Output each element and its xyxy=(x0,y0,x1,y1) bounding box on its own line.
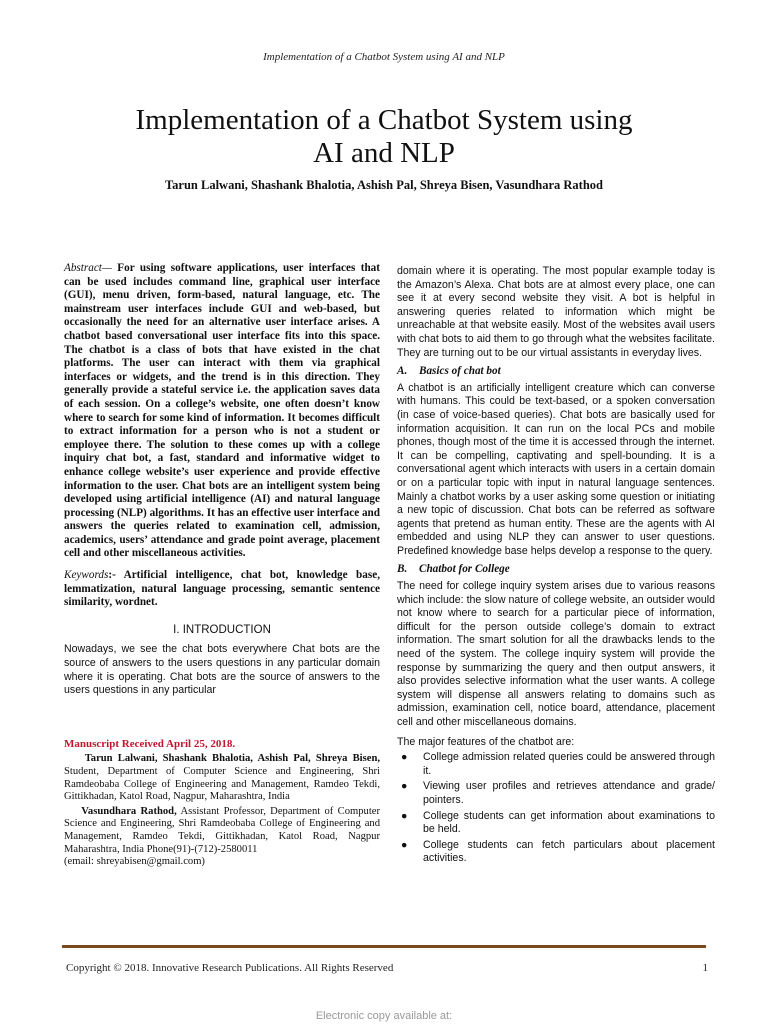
list-item xyxy=(397,751,715,778)
subsection-heading-a xyxy=(397,365,715,379)
feature-text: College students can fetch particulars about placement activities. xyxy=(423,838,715,865)
feature-text: College students can get information about examinations to be held. xyxy=(423,809,715,836)
list-item xyxy=(397,839,715,866)
list-item xyxy=(397,810,715,837)
electronic-copy-note: Electronic copy available at: xyxy=(315,1010,453,1022)
left-column xyxy=(64,262,380,869)
subsection-a-letter: A. xyxy=(397,365,408,378)
affiliation-professor-text: Assistant Professor, Department of Computer Science and Engineering, Shri Ramdeobaba College of Engineering and Management, Ramdeo Tekdi, Gittikhadan, Katol Road, Nagpur Maharashtra, India Phone(91)-(712)-2580011 xyxy=(64,805,380,855)
feature-text: Viewing user profiles and retrieves attendance and grade/ pointers. xyxy=(423,780,715,806)
feature-list xyxy=(397,751,715,866)
abstract xyxy=(64,262,380,561)
list-item xyxy=(397,780,715,807)
bullet-icon: ● xyxy=(401,809,408,822)
affiliation-students xyxy=(64,753,380,803)
section-heading-introduction: I. INTRODUCTION xyxy=(173,623,271,636)
footer xyxy=(66,958,708,974)
title-line-2: AI and NLP xyxy=(313,137,455,169)
abstract-text: For using software applications, user interfaces that can be used includes command line, graphical user interface (GUI), menu driven, form-based, natural language, etc. The mainstream user interfaces include GUI and web-based, but occasionally the need for an alternative user interface arises. A chatbot based conversational user interface fits into this space. The chatbot is a class of bots that have existed in the chat platforms. The user can interact with them via graphical interfaces or widgets, and the trend is in this direction. They generally provide a stateful service i.e. the application saves data of each session. On a college’s website, one often doesn’t know where to search for some kind of information. It becomes difficult to extract information for a person who is not a student or employee there. The solution to these comes up with a college inquiry chat bot, a fast, standard and informative widget to enhance college website’s user experience and provide effective information to the user. Chat bots are an intelligent system being developed using artificial intelligence (AI) and natural language processing (NLP) algorithms. It has an effective user interface and answers the queries related to examination cell, admission, academics, users’ attendance and grade point average, placement cell and other miscellaneous activities. xyxy=(64,262,380,560)
manuscript-received: Manuscript Received April 25, 2018. xyxy=(64,737,236,750)
subsection-a-title: Basics of chat bot xyxy=(419,365,501,378)
feature-text: College admission related queries could be answered through it. xyxy=(423,751,715,777)
bullet-icon: ● xyxy=(401,751,408,764)
features-intro: The major features of the chatbot are: xyxy=(397,735,575,748)
keywords xyxy=(64,569,380,610)
running-head: Implementation of a Chatbot System using AI and NLP xyxy=(263,51,505,63)
manuscript-footnote xyxy=(64,738,380,869)
keywords-text: :- Artificial intelligence, chat bot, knowledge base, lemmatization, natural language processing, semantic sentence similarity, wordnet. xyxy=(64,569,380,609)
subsection-a-paragraph: A chatbot is an artificially intelligent creature which can converse with humans. This could be text-based, or a spoken conversation (in case of voice-based queries). Chat bots are basically used for information acquisition. It can run on the local PCs and mobile phones, though most of the time it is accessed through the internet. It can be compelling, captivating and spell-bounding. It is a conversational agent which interacts with users in a certain domain or on a particular topic with input in natural language sentences. Mainly a chatbot works by a user asking some question or initiating a new topic of discussion. Chat bots can be referred as software agents that pretend as human entity. These are the agents with AI embedded and using NLP they can answer to user questions. Predefined knowledge base helps develop a response to the query. xyxy=(397,381,715,557)
affiliation-student-text: Student, Department of Computer Science and Engineering, Shri Ramdeobaba College of Engineering and Management, Ramdeo Tekdi, Gittikhadan, Katol Road, Nagpur, Maharashtra, India xyxy=(64,766,380,803)
right-column xyxy=(397,265,715,868)
contact-email: (email: shreyabisen@gmail.com) xyxy=(64,856,205,868)
subsection-heading-b xyxy=(397,563,715,577)
affiliation-professor-name: Vasundhara Rathod, xyxy=(81,805,177,817)
page-number: 1 xyxy=(702,962,708,974)
subsection-b-title: Chatbot for College xyxy=(419,563,510,576)
footer-divider xyxy=(62,945,706,948)
bullet-icon: ● xyxy=(401,838,408,851)
subsection-b-letter: B. xyxy=(397,563,408,576)
affiliation-student-names: Tarun Lalwani, Shashank Bhalotia, Ashish Pal, Shreya Bisen, xyxy=(84,753,380,765)
intro-paragraph: Nowadays, we see the chat bots everywhere Chat bots are the source of answers to the users questions in any particular domain where it is operating. Chat bots are the source of answers to the users questions in any particular xyxy=(64,643,380,697)
author-list: Tarun Lalwani, Shashank Bhalotia, Ashish Pal, Shreya Bisen, Vasundhara Rathod xyxy=(164,178,604,192)
affiliation-professor xyxy=(64,806,380,856)
bullet-icon: ● xyxy=(401,780,408,793)
paper-title xyxy=(60,104,708,170)
abstract-lead: Abstract— xyxy=(64,262,112,274)
footer-copyright: Copyright © 2018. Innovative Research Publications. All Rights Reserved xyxy=(66,962,394,974)
keywords-lead: Keywords xyxy=(64,569,109,582)
subsection-b-paragraph: The need for college inquiry system arises due to various reasons which include: the slow nature of college website, an outsider would not know where to search for a particular piece of information, difficult for the person outside college’s domain to extract information. The smart solution for all the drawbacks lends to the need of the system. The college inquiry system will provide the response by summarizing the query and then output answers, it also provides selective information what the user wants. A college system will dispense all answers relating to domains such as admission, examination cell, notice board, attendance, placement cell and other miscellaneous domains. xyxy=(397,580,715,728)
title-line-1: Implementation of a Chatbot System using xyxy=(135,104,633,136)
intro-continuation: domain where it is operating. The most popular example today is the Amazon’s Alexa. Chat bots are at almost every place, one can see it at every second website they visit. A bot is helpful in answering queries related to information which might be unreachable at that website easily. Most of the websites avail users with chat bots to aid them to go through what the websites facilitate. They are turning out to be our virtual assistants in everyday lives. xyxy=(397,265,715,359)
